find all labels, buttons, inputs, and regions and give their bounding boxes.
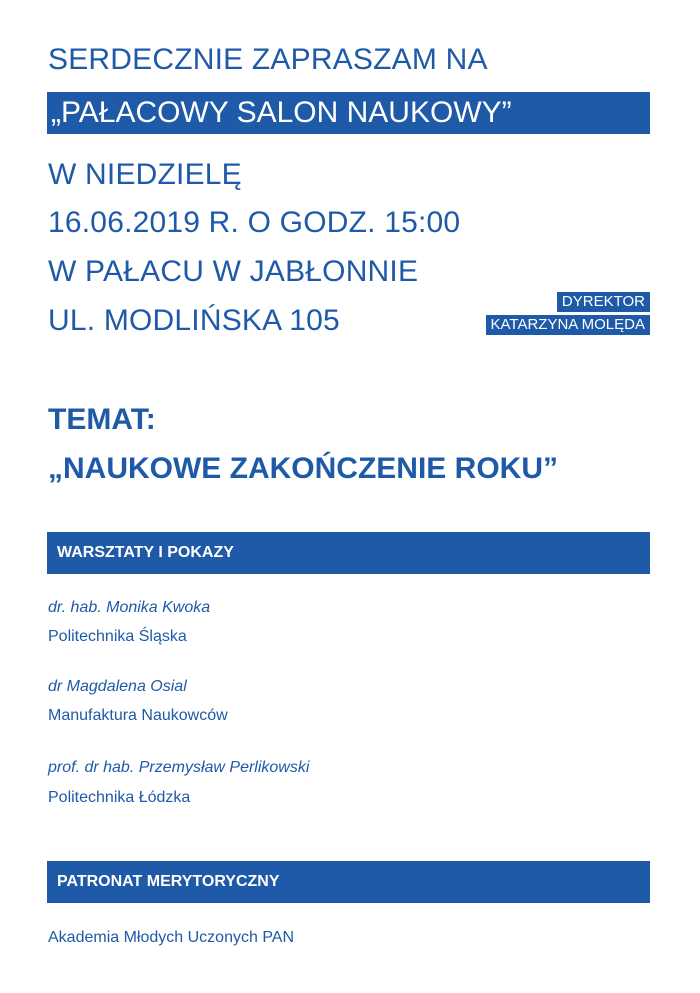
- event-place: W PAŁACU W JABŁONNIE: [48, 255, 419, 288]
- topic-title: „NAUKOWE ZAKOŃCZENIE ROKU”: [48, 452, 558, 485]
- presenter-institution: Manufaktura Naukowców: [48, 707, 228, 724]
- presenter-institution: Politechnika Śląska: [48, 628, 187, 645]
- presenter-name: prof. dr hab. Przemysław Perlikowski: [48, 759, 310, 776]
- presenter-name: dr Magdalena Osial: [48, 678, 187, 695]
- signature-name: KATARZYNA MOLĘDA: [486, 315, 650, 335]
- presenter-name: dr. hab. Monika Kwoka: [48, 599, 211, 616]
- signature-role: DYREKTOR: [557, 292, 650, 312]
- invitation-intro: SERDECZNIE ZAPRASZAM NA: [48, 43, 488, 76]
- event-day: W NIEDZIELĘ: [48, 158, 242, 191]
- event-name: „PAŁACOWY SALON NAUKOWY”: [51, 96, 512, 129]
- topic-label: TEMAT:: [48, 403, 156, 436]
- event-name-band: [47, 92, 650, 134]
- workshops-heading: WARSZTATY I POKAZY: [57, 544, 234, 561]
- patronage-heading-band: [47, 861, 650, 903]
- patronage-heading: PATRONAT MERYTORYCZNY: [57, 873, 280, 890]
- patronage-organization: Akademia Młodych Uczonych PAN: [48, 929, 295, 946]
- workshops-heading-band: [47, 532, 650, 574]
- event-address: UL. MODLIŃSKA 105: [48, 304, 340, 337]
- presenter-institution: Politechnika Łódzka: [48, 789, 191, 806]
- event-datetime: 16.06.2019 R. O GODZ. 15:00: [48, 206, 461, 239]
